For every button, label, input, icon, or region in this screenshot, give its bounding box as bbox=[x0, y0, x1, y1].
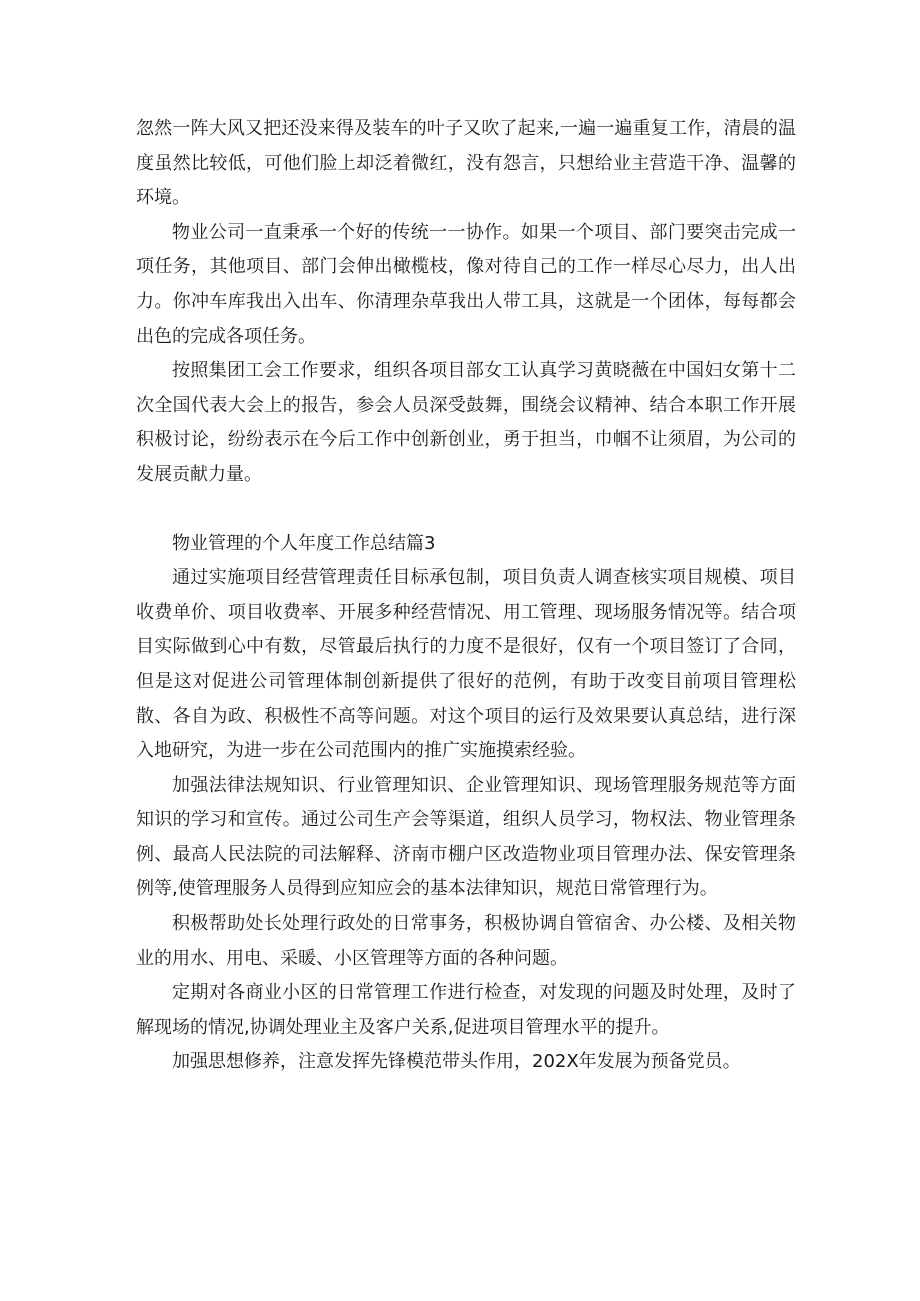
document-page bbox=[136, 112, 796, 1080]
paragraph-contract-system: 通过实施项目经营管理责任目标承包制，项目负责人调查核实项目规模、项目收费单价、项目收费率、开展多种经营情况、用工管理、现场服务情况等。结合项目实际做到心中有数，尽管最后执行的力度不是很好，仅有一个项目签订了合同，但是这对促进公司管理体制创新提供了很好的范例，有助于改变目前项目管理松散、各自为政、积极性不高等问题。对这个项目的运行及效果要认真总结，进行深入地研究，为进一步在公司范围内的推广实施摸索经验。 bbox=[136, 567, 796, 762]
paragraph-union-study: 按照集团工会工作要求，组织各项目部女工认真学习黄晓薇在中国妇女第十二次全国代表大会上的报告，参会人员深受鼓舞，围绕会议精神、结合本职工作开展积极讨论，纷纷表示在今后工作中创新创业，勇于担当，巾帼不让须眉，为公司的发展贡献力量。 bbox=[136, 360, 796, 485]
paragraph-admin-support: 积极帮助处长处理行政处的日常事务，积极协调自管宿舍、办公楼、及相关物业的用水、用电、采暖、小区管理等方面的各种问题。 bbox=[136, 913, 796, 969]
paragraph-law-study: 加强法律法规知识、行业管理知识、企业管理知识、现场管理服务规范等方面知识的学习和宣传。通过公司生产会等渠道，组织人员学习，物权法、物业管理条例、最高人民法院的司法解释、济南市棚户区改造物业项目管理办法、保安管理条例等,使管理服务人员得到应知应会的基本法律知识，规范日常管理行为。 bbox=[136, 774, 796, 900]
paragraph-party-member: 加强思想修养，注意发挥先锋模范带头作用，202X年发展为预备党员。 bbox=[172, 1051, 741, 1073]
paragraph-continued: 忽然一阵大风又把还没来得及装车的叶子又吹了起来,一遍一遍重复工作，清晨的温度虽然比较低，可他们脸上却泛着微红，没有怨言，只想给业主营造干净、温馨的环境。 bbox=[136, 118, 796, 209]
paragraph-inspection: 定期对各商业小区的日常管理工作进行检查，对发现的问题及时处理，及时了解现场的情况,协调处理业主及客户关系,促进项目管理水平的提升。 bbox=[136, 982, 796, 1038]
section-title: 物业管理的个人年度工作总结篇3 bbox=[172, 532, 436, 554]
paragraph-cooperation: 物业公司一直秉承一个好的传统一一协作。如果一个项目、部门要突击完成一项任务，其他项目、部门会伸出橄榄枝，像对待自己的工作一样尽心尽力，出人出力。你冲车库我出入出车、你清理杂草我出人带工具，这就是一个团体，每每都会出色的完成各项任务。 bbox=[136, 221, 796, 347]
